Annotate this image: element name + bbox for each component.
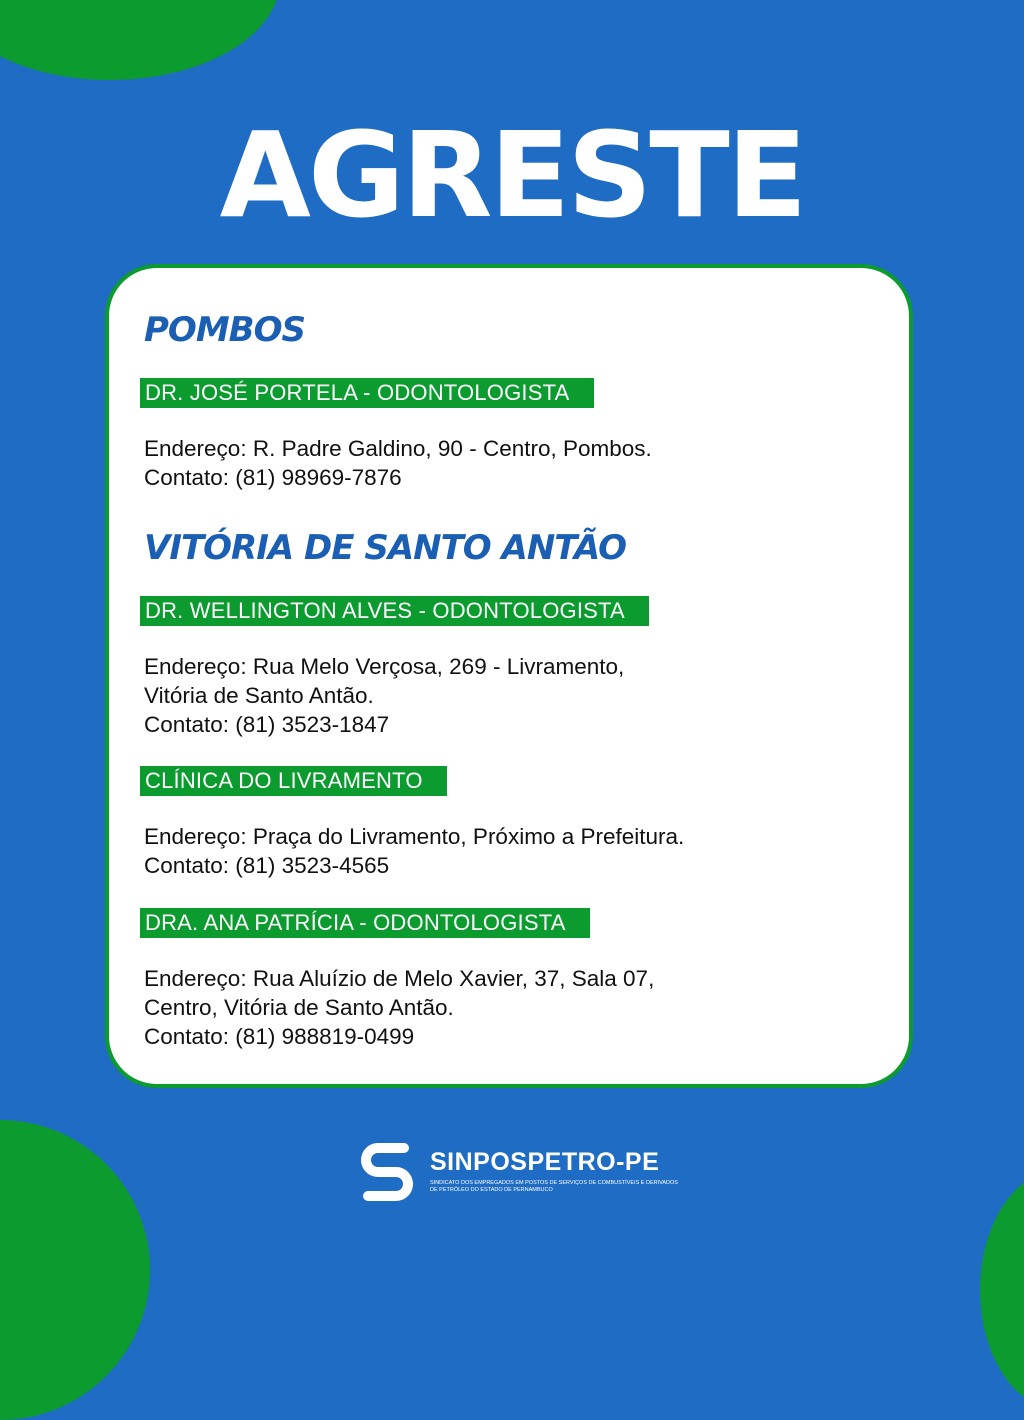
logo-subtitle: SINDICATO DOS EMPREGADOS EM POSTOS DE SERVIÇOS DE COMBUSTÍVEIS E DERIVADOS DE PETRÓLEO DO ESTADO DE PERNAMBUCO	[430, 1180, 678, 1193]
address-line: Vitória de Santo Antão.	[144, 683, 374, 708]
contact-line: Contato: (81) 3523-1847	[144, 712, 390, 737]
address-line: Endereço: Rua Aluízio de Melo Xavier, 37, Sala 07,	[144, 966, 655, 991]
decorative-circle-bottom-right	[980, 1170, 1024, 1410]
logo-name: SINPOSPETRO-PE	[430, 1148, 660, 1176]
address-line: Centro, Vitória de Santo Antão.	[144, 995, 454, 1020]
contact-line: Contato: (81) 3523-4565	[144, 853, 390, 878]
provider-details	[144, 822, 684, 880]
provider-details	[144, 652, 624, 739]
page-title: AGRESTE	[219, 106, 805, 244]
address-line: Endereço: R. Padre Galdino, 90 - Centro, Pombos.	[144, 436, 652, 461]
provider-details	[144, 434, 652, 492]
provider-label: DR. WELLINGTON ALVES - ODONTOLOGISTA	[140, 596, 649, 626]
address-line: Endereço: Praça do Livramento, Próximo a Prefeitura.	[144, 824, 685, 849]
sinpospetro-logo	[352, 1134, 682, 1214]
provider-details	[144, 964, 654, 1051]
provider-label: DR. JOSÉ PORTELA - ODONTOLOGISTA	[140, 378, 594, 408]
decorative-circle-bottom-left	[0, 1120, 150, 1420]
city-heading-pombos: POMBOS	[144, 310, 305, 350]
city-heading-vitoria: VITÓRIA DE SANTO ANTÃO	[144, 528, 627, 568]
provider-label: DRA. ANA PATRÍCIA - ODONTOLOGISTA	[140, 908, 590, 938]
listing-card	[105, 264, 913, 1088]
s-logo-icon	[352, 1134, 422, 1204]
address-line: Endereço: Rua Melo Verçosa, 269 - Livramento,	[144, 654, 625, 679]
contact-line: Contato: (81) 98969-7876	[144, 465, 402, 490]
decorative-circle-top-left	[0, 0, 280, 80]
contact-line: Contato: (81) 988819-0499	[144, 1024, 415, 1049]
provider-label: CLÍNICA DO LIVRAMENTO	[140, 766, 447, 796]
